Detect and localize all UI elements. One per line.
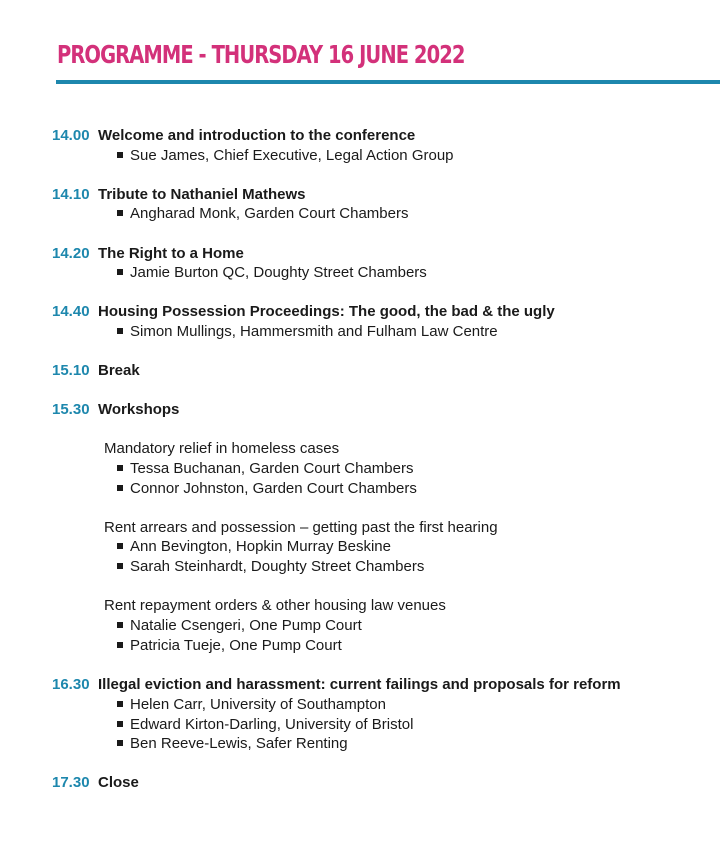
- speaker-name: Patricia Tueje, One Pump Court: [130, 637, 342, 654]
- bullet-icon: [117, 465, 123, 471]
- session-title: Break: [98, 362, 140, 379]
- speaker-name: Angharad Monk, Garden Court Chambers: [130, 205, 409, 222]
- bullet-icon: [117, 485, 123, 491]
- speaker-row: [0, 636, 720, 656]
- session-row: [0, 675, 720, 695]
- session-row: [0, 400, 720, 420]
- speaker-row: [0, 537, 720, 557]
- bullet-icon: [117, 563, 123, 569]
- speaker-name: Helen Carr, University of Southampton: [130, 696, 386, 713]
- bullet-icon: [117, 740, 123, 746]
- session-row: [0, 185, 720, 205]
- speaker-row: [0, 322, 720, 342]
- speaker-name: Simon Mullings, Hammersmith and Fulham Law Centre: [130, 323, 498, 340]
- session-row: [0, 302, 720, 322]
- workshop-row: [0, 518, 720, 538]
- workshop-title: Rent repayment orders & other housing law venues: [104, 597, 446, 614]
- bullet-icon: [117, 701, 123, 707]
- bullet-icon: [117, 152, 123, 158]
- bullet-icon: [117, 721, 123, 727]
- speaker-row: [0, 557, 720, 577]
- workshop-title: Mandatory relief in homeless cases: [104, 440, 340, 457]
- speaker-name: Sarah Steinhardt, Doughty Street Chambers: [130, 558, 425, 575]
- workshop-title: Rent arrears and possession – getting past the first hearing: [104, 519, 498, 536]
- session-title: Tribute to Nathaniel Mathews: [98, 186, 306, 203]
- session-time: 16.30: [52, 676, 90, 693]
- session-row: [0, 361, 720, 381]
- speaker-name: Ann Bevington, Hopkin Murray Beskine: [130, 538, 391, 555]
- session-row: [0, 773, 720, 793]
- session-title: Illegal eviction and harassment: current failings and proposals for reform: [98, 676, 621, 693]
- session-time: 14.40: [52, 303, 90, 320]
- speaker-name: Sue James, Chief Executive, Legal Action Group: [130, 147, 454, 164]
- speaker-row: [0, 715, 720, 735]
- workshop-row: [0, 439, 720, 459]
- session-time: 14.20: [52, 245, 90, 262]
- bullet-icon: [117, 269, 123, 275]
- session-time: 14.00: [52, 127, 90, 144]
- speaker-name: Natalie Csengeri, One Pump Court: [130, 617, 362, 634]
- workshop-row: [0, 596, 720, 616]
- speaker-row: [0, 459, 720, 479]
- session-time: 15.10: [52, 362, 90, 379]
- bullet-icon: [117, 210, 123, 216]
- page-title: PROGRAMME - THURSDAY 16 JUNE 2022: [57, 40, 465, 69]
- speaker-row: [0, 263, 720, 283]
- speaker-name: Jamie Burton QC, Doughty Street Chambers: [130, 264, 427, 281]
- bullet-icon: [117, 622, 123, 628]
- speaker-row: [0, 479, 720, 499]
- speaker-row: [0, 204, 720, 224]
- session-time: 15.30: [52, 401, 90, 418]
- session-row: [0, 126, 720, 146]
- session-title: Close: [98, 774, 139, 791]
- session-title: Housing Possession Proceedings: The good, the bad & the ugly: [98, 303, 555, 320]
- speaker-name: Tessa Buchanan, Garden Court Chambers: [130, 460, 414, 477]
- session-time: 14.10: [52, 186, 90, 203]
- speaker-name: Ben Reeve-Lewis, Safer Renting: [130, 735, 348, 752]
- speaker-row: [0, 695, 720, 715]
- speaker-row: [0, 734, 720, 754]
- session-row: [0, 244, 720, 264]
- speaker-row: [0, 616, 720, 636]
- speaker-name: Edward Kirton-Darling, University of Bristol: [130, 716, 414, 733]
- speaker-row: [0, 146, 720, 166]
- bullet-icon: [117, 642, 123, 648]
- bullet-icon: [117, 543, 123, 549]
- session-title: Workshops: [98, 401, 180, 418]
- title-underline: [56, 80, 720, 84]
- session-time: 17.30: [52, 774, 90, 791]
- bullet-icon: [117, 328, 123, 334]
- session-title: Welcome and introduction to the conference: [98, 127, 416, 144]
- session-title: The Right to a Home: [98, 245, 244, 262]
- speaker-name: Connor Johnston, Garden Court Chambers: [130, 480, 417, 497]
